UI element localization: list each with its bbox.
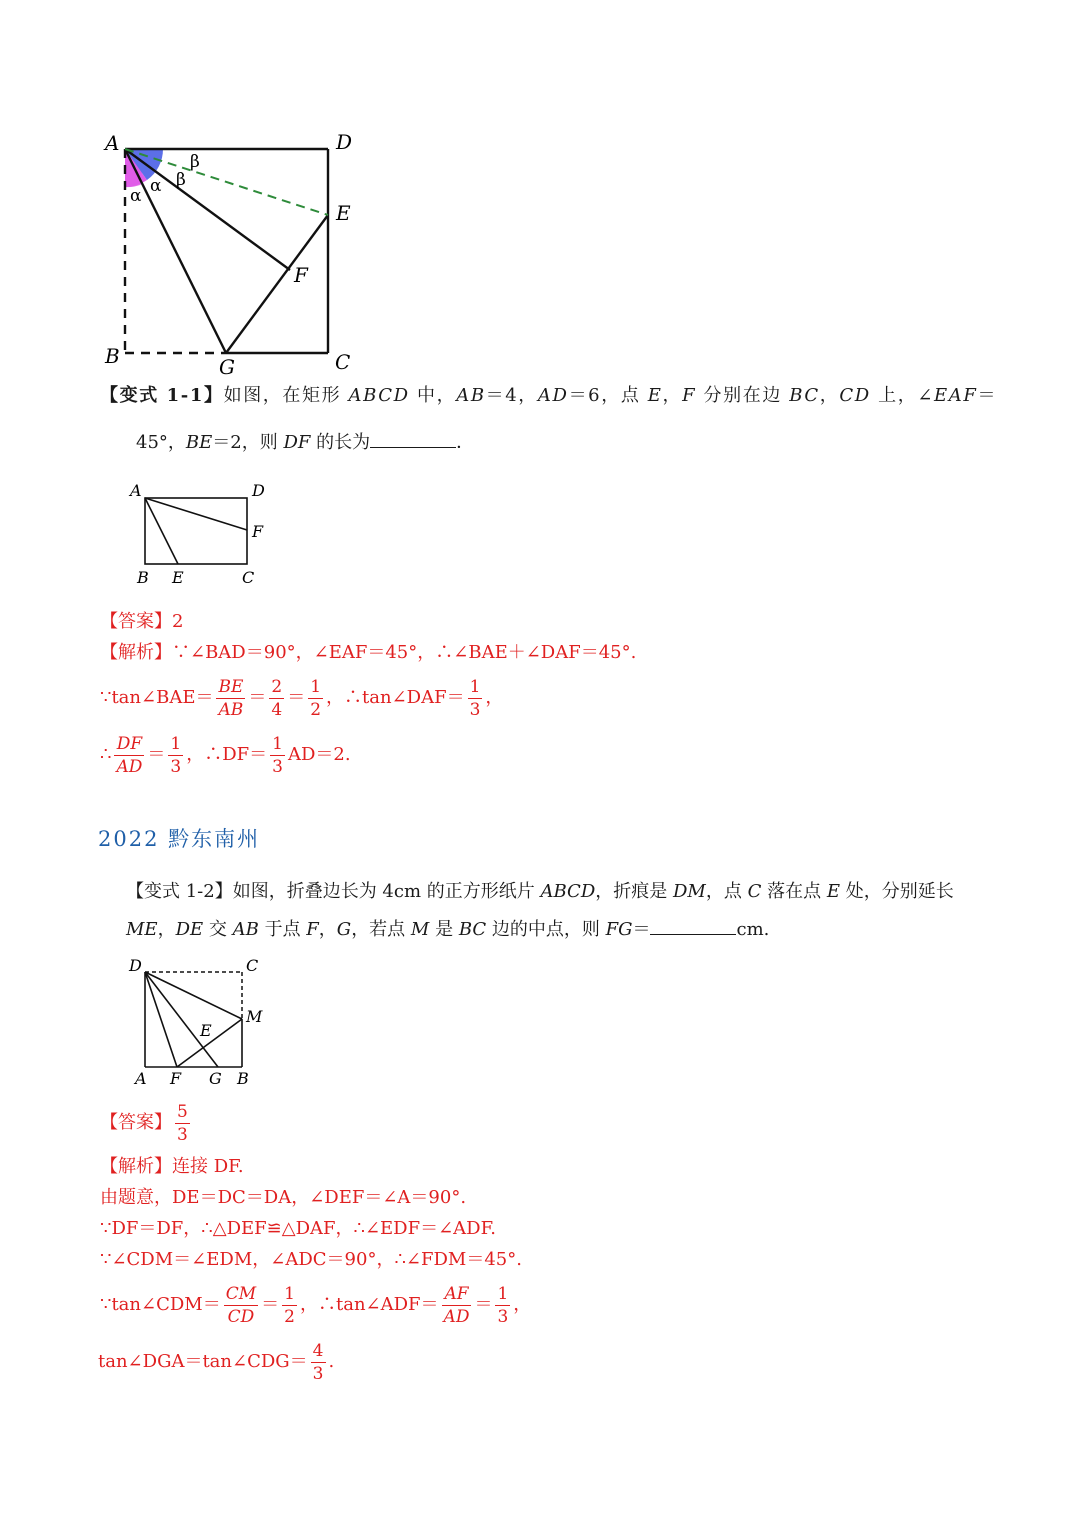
label-D: D xyxy=(129,956,142,975)
label-A: A xyxy=(135,1069,147,1088)
fraction-1-2: $\frac{1}{2}$ xyxy=(310,676,322,720)
label-F: F xyxy=(170,1069,182,1088)
answer-blank-1[interactable] xyxy=(370,429,456,448)
fraction-5-3: $\frac{5}{3}$ xyxy=(177,1101,188,1145)
label-C: C xyxy=(335,350,351,374)
answer1-analysis-line3: ∴ $\frac{DF}{AD}$ ＝ $\frac{1}{3}$ ，∴DF＝ $\frac{1}{3}$ AD＝2. xyxy=(100,733,351,777)
answer1-analysis-line2: ∵tan∠BAE＝ $\frac{BE}{AB}$ ＝ $\frac{2}{4}$ ＝ $\frac{1}{2}$ ，∴tan∠DAF＝ $\frac{1}{3}$ ， xyxy=(100,676,504,720)
fraction-be-ab: $\frac{BE}{AB}$ xyxy=(218,676,244,720)
label-beta-2: β xyxy=(190,152,200,172)
section-title: 2022 黔东南州 xyxy=(98,827,261,851)
problem1-tag: 【变式 1-1】 xyxy=(100,385,224,406)
segment-AF xyxy=(145,498,247,530)
label-D: D xyxy=(252,481,265,500)
label-G: G xyxy=(209,1069,222,1088)
figure-rectangle xyxy=(125,478,275,590)
label-beta-1: β xyxy=(176,170,186,190)
fraction-1-3: $\frac{1}{3}$ xyxy=(469,676,481,720)
fraction-1-3: $\frac{1}{3}$ xyxy=(497,1283,509,1327)
fraction-4-3: $\frac{4}{3}$ xyxy=(312,1340,324,1384)
label-E: E xyxy=(336,201,351,225)
figure-folded-square xyxy=(125,952,275,1092)
label-E: E xyxy=(172,568,184,587)
answer1-line: 【答案】2 xyxy=(100,611,184,632)
label-alpha-2: α xyxy=(150,176,162,196)
fraction-1-3b: $\frac{1}{3}$ xyxy=(170,733,182,777)
problem1-line1: 【变式 1-1】如图，在矩形 ABCD 中，AB＝4，AD＝6，点 E，F 分别在边 BC，CD 上，∠EAF＝ xyxy=(100,385,998,406)
problem2-line1: 【变式 1-2】如图，折叠边长为 4cm 的正方形纸片 ABCD，折痕是 DM，点 C 落在点 E 处，分别延长 xyxy=(126,881,954,902)
fraction-df-ad: $\frac{DF}{AD}$ xyxy=(116,733,143,777)
label-alpha-1: α xyxy=(130,186,142,206)
segment-DM xyxy=(145,972,242,1019)
answer2-analysis-line3: ∵DF＝DF，∴△DEF≌△DAF，∴∠EDF＝∠ADF. xyxy=(100,1218,497,1239)
answer2-analysis-line2: 由题意，DE＝DC＝DA，∠DEF＝∠A＝90°. xyxy=(100,1187,467,1208)
answer2-analysis-line1: 【解析】连接 DF. xyxy=(100,1156,244,1177)
label-A: A xyxy=(105,131,120,155)
label-M: M xyxy=(246,1007,263,1026)
label-C: C xyxy=(242,568,255,587)
label-F: F xyxy=(252,522,264,541)
answer2-analysis-line6: tan∠DGA＝tan∠CDG＝ $\frac{4}{3}$ . xyxy=(98,1340,335,1384)
segment-AE xyxy=(145,498,178,564)
fraction-cm-cd: $\frac{CM}{CD}$ xyxy=(225,1283,257,1327)
segment-DG xyxy=(145,972,218,1067)
label-G: G xyxy=(219,355,235,379)
label-C: C xyxy=(246,956,259,975)
answer2-analysis-line4: ∵∠CDM＝∠EDM，∠ADC＝90°，∴∠FDM＝45°. xyxy=(100,1249,522,1270)
answer-blank-2[interactable] xyxy=(650,916,736,935)
label-B: B xyxy=(137,568,149,587)
problem1-line2: 45°，BE＝2，则 DF 的长为 ． xyxy=(136,429,474,456)
segment-AF xyxy=(125,149,290,270)
fraction-af-ad: $\frac{AF}{AD}$ xyxy=(443,1283,470,1327)
fraction-1-3c: $\frac{1}{3}$ xyxy=(272,733,283,777)
label-B: B xyxy=(105,344,120,368)
fraction-2-4: $\frac{2}{4}$ xyxy=(271,676,283,720)
rect-ABCD xyxy=(145,498,247,564)
label-E: E xyxy=(200,1021,212,1040)
answer2-line: 【答案】 $\frac{5}{3}$ xyxy=(100,1101,188,1145)
label-B: B xyxy=(237,1069,249,1088)
figure-square-fold xyxy=(95,125,375,380)
label-A: A xyxy=(130,481,142,500)
label-F: F xyxy=(294,263,308,287)
fraction-1-2: $\frac{1}{2}$ xyxy=(284,1283,295,1327)
segment-DF xyxy=(145,972,177,1067)
answer1-analysis-line1: 【解析】∵∠BAD＝90°，∠EAF＝45°，∴∠BAE＋∠DAF＝45°. xyxy=(100,642,637,663)
label-D: D xyxy=(336,130,353,154)
problem2-line2: ME，DE 交 AB 于点 F，G，若点 M 是 BC 边的中点，则 FG＝ cm. xyxy=(126,916,769,943)
answer2-analysis-line5: ∵tan∠CDM＝ $\frac{CM}{CD}$ ＝ $\frac{1}{2}$ ，∴tan∠ADF＝ $\frac{AF}{AD}$ ＝ $\frac{1}{3}$ ， xyxy=(100,1283,532,1327)
